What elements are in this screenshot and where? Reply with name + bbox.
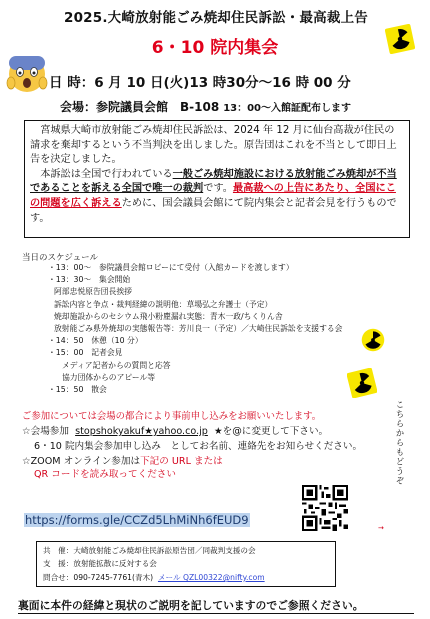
apply-instructions: 6・10 院内集会参加申し込み としてお名前、連絡先をお知らせください。 (34, 441, 363, 452)
page-title: 2025.大崎放射能ごみ焼却住民訴訟・最高裁上告 (63, 10, 368, 26)
schedule-heading: 当日のスケジュール (22, 253, 98, 263)
intro-text: 本訴訟は全国で行われている (40, 168, 173, 180)
schedule-item: ・13：00～ 参院議員会館ロビーにて受付（入館カードを渡します） (48, 263, 294, 272)
venue-note: 13：00～入館証配布します (223, 103, 352, 114)
support-line: 支 援：放射能拡散に反対する会 (43, 559, 157, 569)
intro-paragraph-2 (30, 168, 404, 226)
contact-line (43, 571, 329, 584)
contact-phone: 問合せ：090-7245-7761(青木) (43, 572, 154, 582)
schedule-item: ・14：50 休憩（10 分） (48, 336, 143, 346)
shocked-face-emoji-icon (6, 52, 48, 94)
intro-emphasis-red: 最高裁への上告にあたり、全国にこの問題を広く訴える (30, 183, 396, 209)
event-datetime: 日 時：6 月 10 日(火)13 時30分～16 時 00 分 (49, 75, 351, 91)
apply-email-link[interactable]: stopshokyakuf★yahoo.co.jp (75, 426, 208, 437)
radiation-icon (347, 368, 377, 398)
schedule-list (48, 262, 388, 396)
radiation-icon (360, 327, 386, 353)
schedule-item: 訴訟内容と争点・裁判経緯の説明他：草場弘之弁護士（予定） (54, 299, 273, 309)
apply-email-note: ★を@に変更して下さい。 (214, 426, 329, 437)
apply-label: ☆会場参加 (22, 426, 69, 437)
schedule-item: ・15：50 散会 (48, 385, 107, 395)
qr-side-note: こちらからもどうぞ (394, 400, 404, 486)
apply-note: ご参加については会場の都合により事前申し込みをお願いいたします。 (22, 411, 322, 422)
intro-box (24, 120, 410, 238)
arrow-icon: → (378, 524, 384, 532)
venue-label: 会場：参院議員会館 B-108 (60, 100, 220, 114)
footer-divider (18, 613, 414, 614)
sponsor-box (36, 541, 336, 587)
schedule-item: 放射能ごみ県外焼却の実態報告等：芳川良一（予定）／大崎住民訴訟を支援する会 (54, 324, 343, 334)
schedule-item: ・15：00 記者会見 (48, 348, 123, 358)
schedule-item: メディア記者からの質問と応答 (62, 360, 171, 370)
schedule-item: 協力団体からのアピール等 (62, 372, 156, 382)
contact-email-link[interactable]: メール QZL00322@nifty.com (157, 572, 265, 582)
radiation-icon (385, 24, 415, 54)
schedule-item: 焼却施設からのセシウム飛小粉塵漏れ実態：青木一政/ちくりん舎 (54, 311, 283, 321)
intro-text: ために、国会議員会館にて院内集会と記者会見を行うものです。 (30, 197, 397, 224)
event-subtitle: 6・10 院内集会 (151, 38, 279, 58)
event-venue (60, 98, 351, 115)
sponsor-line: 共 催：大崎放射能ごみ焼却住民訴訟原告団／同裁判支援の会 (43, 546, 256, 555)
footer-note: 裏面に本件の経緯と現状のご説明を記していますのでご参照ください。 (18, 599, 364, 612)
intro-text: です。 (203, 183, 233, 195)
intro-paragraph-1: 宮城県大崎市放射能ごみ焼却住民訴訟は、2024 年 12 月に仙台高裁が住民の請求を棄却するという不当判決を出しました。原告団はこれを不当として即日上告を決定しました。 (30, 125, 397, 166)
schedule-item: 阿部忠悦原告団長挨拶 (54, 287, 132, 297)
qr-code-icon[interactable] (302, 485, 348, 531)
zoom-line (22, 453, 223, 467)
apply-email-line (22, 423, 328, 437)
zoom-red-text: 下記の URL または (140, 456, 223, 467)
schedule-item: ・13：30～ 集会開始 (48, 275, 131, 285)
intro-emphasis: 一般ごみ焼却施設における放射能ごみ焼却が不当であることを訴える全国で唯一の裁判 (30, 168, 397, 195)
zoom-url-link[interactable]: https://forms.gle/CCZd5LhMiNh6fEUD9 (25, 513, 249, 527)
zoom-label: ☆ZOOM オンライン参加は (22, 456, 141, 467)
zoom-qr-instruction: QR コードを読み取ってください (34, 469, 176, 480)
